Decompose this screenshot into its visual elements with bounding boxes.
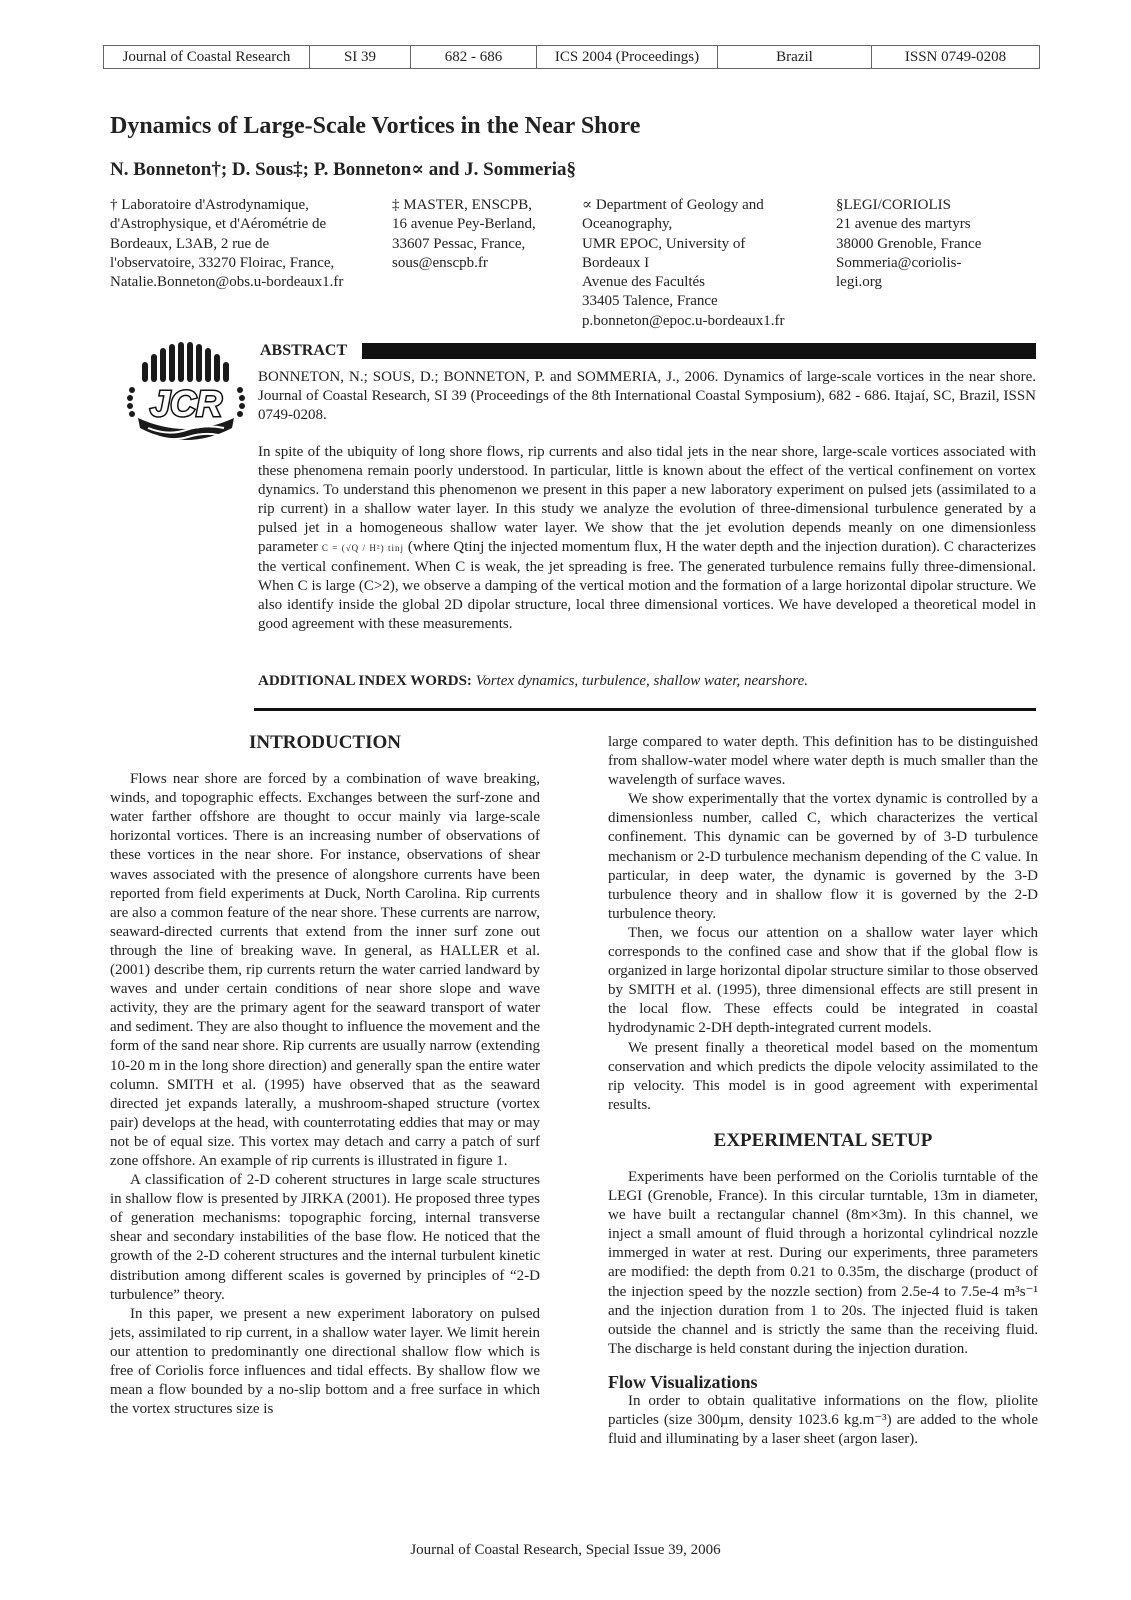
abstract-heading: ABSTRACT	[260, 342, 353, 360]
abstract-heading-bar	[258, 342, 1036, 360]
header-issue: SI 39	[310, 46, 411, 68]
intro-paragraph-2: A classification of 2-D coherent structures in large scale structures in shallow flow is presented by JIRKA (2001). He proposed three types of generation mechanisms: topographic forcing, internal transverse shear and secondary instabilities of the base flow. He noticed that the growth of the 2-D coherent structures and the internal turbulent kinetic distribution among different scales is governed by principles of “2-D turbulence” theory.	[110, 1172, 540, 1303]
dimensionless-parameter: C = (√Q / H²) tinj	[321, 543, 405, 553]
header-pages: 682 - 686	[411, 46, 537, 68]
intro-paragraph-3: In this paper, we present a new experiment laboratory on pulsed jets, assimilated to rip current, in a shallow water layer. We limit herein our attention to predominantly one directional shallow flow which is free of Coriolis force influences and tidal effects. By shallow flow we mean a flow bounded by a no-slip bottom and a free surface in which the vortex structures size is	[110, 1305, 540, 1418]
section-heading-introduction: INTRODUCTION	[248, 732, 402, 753]
affiliation-2: ‡ MASTER, ENSCPB, 16 avenue Pey-Berland, 33607 Pessac, France, sous@enscpb.fr	[392, 197, 536, 271]
right-column	[608, 733, 1038, 1449]
abstract-divider	[254, 708, 1036, 711]
intro-paragraph-7: We present finally a theoretical model based on the momentum conservation and which predicts the dipole velocity assimilated to the rip velocity. This model is in good agreement with experimental results.	[608, 1039, 1038, 1113]
affiliation-4: §LEGI/CORIOLIS 21 avenue des martyrs 38000 Grenoble, France Sommeria@coriolis- legi.org	[836, 197, 982, 291]
index-words: ADDITIONAL INDEX WORDS: Vortex dynamics, turbulence, shallow water, nearshore.	[258, 673, 809, 689]
svg-text:JCR: JCR	[149, 383, 223, 424]
journal-header-table	[103, 45, 1040, 69]
header-country: Brazil	[718, 46, 872, 68]
affiliation-3: ∝ Department of Geology and Oceanography, UMR EPOC, University of Bordeaux I Avenue des Facultés 33405 Talence, France p.bonneton@epoc.u-bordeaux1.fr	[582, 197, 785, 329]
intro-paragraph-5: We show experimentally that the vortex dynamic is controlled by a dimensionless number, called C, which characterizes the vertical confinement. This dynamic can be governed by of 3-D turbulence mechanism or 2-D turbulence mechanism depending of the C value. In particular, in deep water, the dynamic is governed by the 3-D turbulence theory and in shallow flow it is governed by the 2-D turbulence theory.	[608, 791, 1038, 922]
intro-paragraph-4: large compared to water depth. This definition has to be distinguished from shallow-water model where water depth is much smaller than the wavelength of surface waves.	[608, 734, 1038, 789]
abstract-citation: BONNETON, N.; SOUS, D.; BONNETON, P. and SOMMERIA, J., 2006. Dynamics of large-scale vortices in the near shore. Journal of Coastal Research, SI 39 (Proceedings of the 8th International Coastal Symposium), 682 - 686. Itajaí, SC, Brazil, ISSN 0749-0208.	[258, 369, 1036, 423]
subsection-heading-flow-visualizations: Flow Visualizations	[608, 1371, 758, 1392]
jcr-logo	[118, 340, 258, 452]
header-issn: ISSN 0749-0208	[904, 48, 1007, 65]
page-footer: Journal of Coastal Research, Special Issue 39, 2006	[410, 1542, 721, 1558]
section-heading-experimental-setup: EXPERIMENTAL SETUP	[713, 1129, 933, 1151]
header-journal: Journal of Coastal Research	[104, 46, 310, 68]
flow-vis-paragraph: In order to obtain qualitative informations on the flow, pliolite particles (size 300µm, density 1023.6 kg.m⁻³) are added to the whole fluid and illuminating by a laser sheet (argon laser).	[608, 1393, 1038, 1448]
abstract-bar	[362, 343, 1036, 359]
affiliation-1: † Laboratoire d'Astrodynamique, d'Astrophysique, et d'Aérométrie de Bordeaux, L3AB, 2 rue de l'observatoire, 33270 Floirac, France, Natalie.Bonneton@obs.u-bordeaux1.fr	[110, 197, 344, 291]
author-list: N. Bonneton†; D. Sous‡; P. Bonneton∝ and J. Sommeria§	[110, 159, 577, 180]
intro-paragraph-6: Then, we focus our attention on a shallow water layer which corresponds to the confined case and show that if the global flow is organized in large horizontal dipolar structure similar to those observed by SMITH et al. (1995), three dimensional effects are still present in the local flow. These effects could be integrated in coastal hydrodynamic 2-DH depth-integrated current models.	[608, 924, 1038, 1037]
abstract-body: In spite of the ubiquity of long shore flows, rip currents and also tidal jets in the near shore, large-scale vortices associated with these phenomena remain poorly understood. In particular, little is known about the effect of the vertical confinement on vortex dynamics. To understand this phenomenon we present in this paper a new laboratory experiment on pulsed jets (assimilated to a rip current) in a shallow water layer. In this study we analyze the evolution of three-dimensional turbulence generated by a pulsed jet in a homogeneous shallow water layer. We show that the jet evolution depends meanly on one dimensionless parameter C = (√Q / H²) tinj (where Qtinj the injected momentum flux, H the water depth and the injection duration). C characterizes the vertical confinement. When C is weak, the jet spreading is free. The generated turbulence remains fully three-dimensional. When C is large (C>2), we observe a damping of the vertical motion and the formation of a large horizontal dipolar structure. We also identify inside the global 2D dipolar structure, local three dimensional vortices. We have developed a theoretical model in good agreement with these measurements.	[258, 444, 1037, 632]
paper-title: Dynamics of Large-Scale Vortices in the Near Shore	[110, 113, 641, 139]
left-column	[110, 733, 540, 1419]
intro-paragraph-1: Flows near shore are forced by a combination of wave breaking, winds, and topographic effects. Exchanges between the surf-zone and water farther offshore are thought to occur mainly via large-scale horizontal vortices. There is an increasing number of observations of these vortices in the near shore. For instance, observations of shear waves associated with the presence of alongshore currents have been reported from field experiments at Duck, North Carolina. Rip currents are also a common feature of the near shore. These currents are narrow, seaward-directed currents that extend from the inner surf zone out through the line of breaking wave. In general, as HALLER et al. (2001) describe them, rip currents return the water carried landward by waves and under certain conditions of near shore slope and wave activity, they are the primary agent for the seaward transport of water and sediment. They are also thought to influence the movement and the form of the sand near shore. Rip currents are usually narrow (extending 10-20 m in the long shore direction) and generally span the entire water column. SMITH et al. (1995) have observed that as the seaward directed jet expands laterally, a mushroom-shaped structure (vortex pair) develops at the head, with counterrotating eddies that may or may not be of equal size. This vortex may detach and carry a patch of surf zone offshore. An example of rip currents is illustrated in figure 1.	[110, 771, 540, 1169]
setup-paragraph: Experiments have been performed on the Coriolis turntable of the LEGI (Grenoble, France). In this circular turntable, 13m in diameter, we have built a rectangular channel (8m×3m). In this channel, we inject a small amount of fluid through a horizontal cylindrical nozzle immerged in water at rest. During our experiments, three parameters are modified: the depth from 0.21 to 0.35m, the discharge (product of the injection speed by the nozzle section) from 2.5e-4 to 7.5e-4 m³s⁻¹ and the injection duration from 1 to 20s. The injected fluid is taken outside the channel and is strictly the same than the receiving fluid. The discharge is held constant during the injection duration.	[608, 1168, 1038, 1357]
header-conference: ICS 2004 (Proceedings)	[537, 46, 718, 68]
